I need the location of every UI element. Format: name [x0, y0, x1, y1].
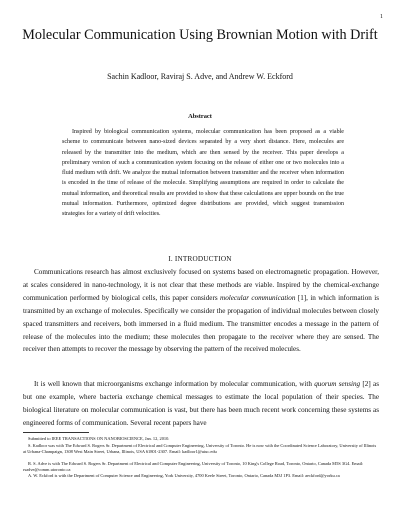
- footnote-separator: [23, 432, 89, 433]
- intro-paragraph-1: [23, 266, 379, 356]
- intro-p1-text-a: Communications research has almost exclusively focused on systems based on electromagnetic propagation. However, at scales considered in nano-technology, it is not clear that these methods are viable. Inspired by the chemical-exchange communication performed by biological cells, this paper considers: [23, 268, 379, 302]
- page-number: 1: [380, 14, 383, 20]
- intro-p2-text-a: It is well known that microorganisms exchange information by molecular communication, with: [34, 380, 315, 388]
- abstract-heading: Abstract: [188, 113, 212, 120]
- intro-p2-emphasis: quorum sensing: [314, 380, 361, 388]
- intro-p2-text-b: [2] as but one example, where bacteria exchange chemical messages to estimate the local population of their species. The biological literature on molecular communication is vast, but there has been much recent work concerning these systems as engineered forms of communication. Several recent papers have: [23, 380, 379, 427]
- section-heading-introduction: I. INTRODUCTION: [168, 255, 232, 263]
- footnote-submission: Submitted to IEEE TRANSACTIONS ON NANOBIOSCIENCE, Jan. 12, 2010.: [28, 436, 170, 441]
- intro-p1-emphasis: molecular communication: [220, 293, 296, 302]
- footnote-adve: R. S. Adve is with The Edward S. Rogers Sr. Department of Electrical and Computer Engineering, University of Toronto, 10 King's College Road, Toronto, Ontario, Canada M5S 3G4. Email: rsadve@comm.utoronto.ca: [23, 461, 364, 472]
- intro-p1-text-b: [1], in which information is transmitted by an exchange of molecules. Specifically we consider the propagation of individual molecules between closely spaced transmitters and receivers, both immersed in a fluid medium. The transmitter encodes a message in the pattern of release of the molecules into the medium; these molecules then propagate to the receiver where they are sensed. The receiver then attempts to recover the message by observing the pattern of the received molecules.: [23, 293, 379, 354]
- author-list: Sachin Kadloor, Raviraj S. Adve, and Andrew W. Eckford: [107, 72, 293, 81]
- footnote-eckford: A. W. Eckford is with the Department of Computer Science and Engineering, York University, 4700 Keele Street, Toronto, Ontario, Canada M3J 1P3. Email: aeckford@yorku.ca: [28, 473, 340, 478]
- abstract-body: Inspired by biological communication systems, molecular communication has been proposed as a viable scheme to communicate between nano-sized devices separated by a very short distance. Here, molecules are released by the transmitter into the medium, which are then sensed by the receiver. This paper develops a preliminary version of such a communication system focusing on the release of either one or two molecules into a fluid medium with drift. We analyze the mutual information between transmitter and the receiver when information is encoded in the time of release of the molecule. Simplifying assumptions are required in order to calculate the mutual information, and theoretical results are provided to show that these calculations are upper bounds on the true mutual information. Furthermore, optimized degree distributions are provided, which suggest transmission strategies for a variety of drift velocities.: [62, 129, 344, 218]
- intro-paragraph-2: [23, 378, 379, 430]
- paper-title: Molecular Communication Using Brownian Motion with Drift: [22, 27, 378, 43]
- footnote-kadloor: S. Kadloor was with The Edward S. Rogers Sr. Department of Electrical and Computer Engineering, University of Toronto. He is now with the Coordinated Science Laboratory, University of Illinois at Urbana-Champaign, 1308 West Main Street, Urbana, Illinois, USA 61801-2307. Email: kadloor1@uiuc.edu: [23, 443, 377, 454]
